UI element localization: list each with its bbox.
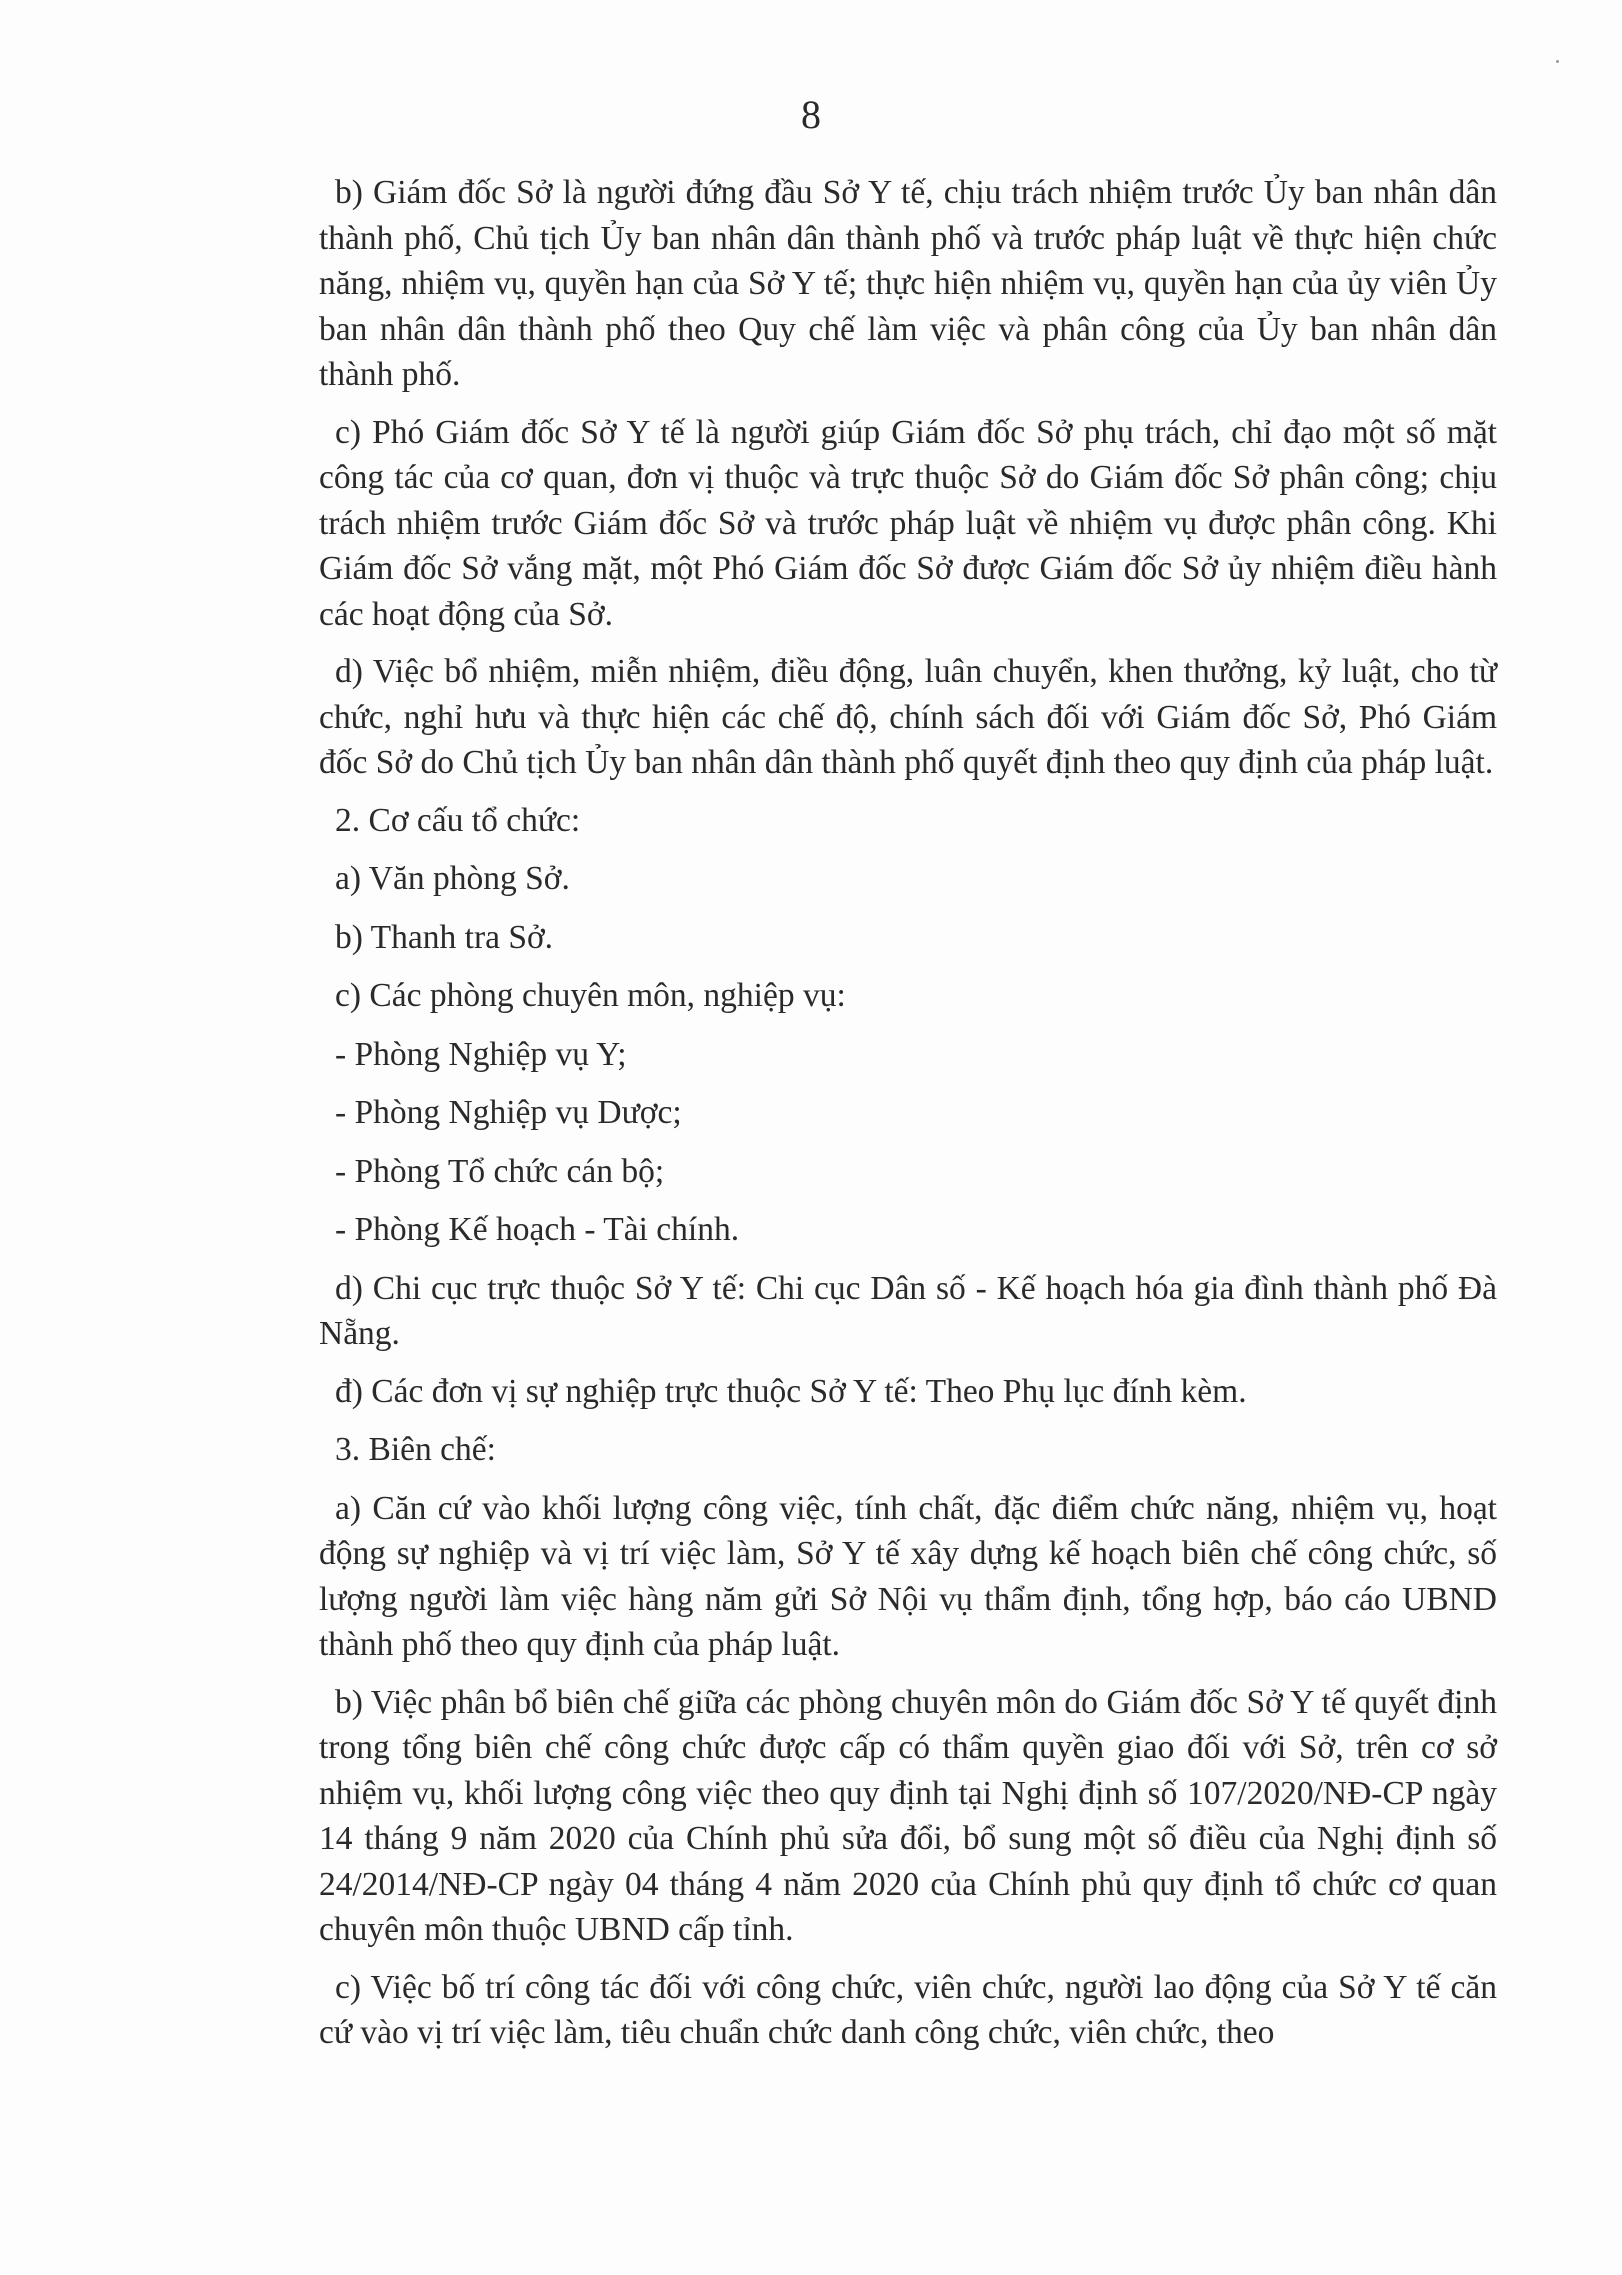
document-body (319, 170, 1497, 2068)
paragraph-staffing-a: a) Căn cứ vào khối lượng công việc, tính chất, đặc điểm chức năng, nhiệm vụ, hoạt động sự nghiệp và vị trí việc làm, Sở Y tế xây dựng kế hoạch biên chế công chức, số lượng người làm việc hàng năm gửi Sở Nội vụ thẩm định, tổng hợp, báo cáo UBND thành phố theo quy định của pháp luật. (319, 1489, 1497, 1663)
paragraph-staffing-b: b) Việc phân bổ biên chế giữa các phòng chuyên môn do Giám đốc Sở Y tế quyết định trong tổng biên chế công chức được cấp có thẩm quyền giao đối với Sở, trên cơ sở nhiệm vụ, khối lượng công việc theo quy định tại Nghị định số 107/2020/NĐ-CP ngày 14 tháng 9 năm 2020 của Chính phủ sửa đổi, bổ sung một số điều của Nghị định số 24/2014/NĐ-CP ngày 04 tháng 4 năm 2020 của Chính phủ quy định tổ chức cơ quan chuyên môn thuộc UBND cấp tỉnh. (319, 1683, 1497, 1948)
structure-item-office: a) Văn phòng Sở. (335, 860, 570, 897)
department-list-item: - Phòng Nghiệp vụ Dược; (335, 1094, 682, 1131)
structure-item-inspectorate: b) Thanh tra Sở. (335, 918, 554, 956)
structure-item-units: đ) Các đơn vị sự nghiệp trực thuộc Sở Y tế: Theo Phụ lục đính kèm. (335, 1372, 1247, 1410)
paragraph-c-deputy: c) Phó Giám đốc Sở Y tế là người giúp Giám đốc Sở phụ trách, chỉ đạo một số mặt công tác của cơ quan, đơn vị thuộc và trực thuộc Sở do Giám đốc Sở phân công; chịu trách nhiệm trước Giám đốc Sở và trước pháp luật về nhiệm vụ được phân công. Khi Giám đốc Sở vắng mặt, một Phó Giám đốc Sở được Giám đốc Sở ủy nhiệm điều hành các hoạt động của Sở. (319, 413, 1497, 633)
department-list-item: - Phòng Nghiệp vụ Y; (335, 1035, 627, 1073)
scan-speck (1556, 60, 1559, 63)
structure-item-departments: c) Các phòng chuyên môn, nghiệp vụ: (335, 977, 846, 1014)
paragraph-staffing-c: c) Việc bố trí công tác đối với công chức, viên chức, người lao động của Sở Y tế căn cứ vào vị trí việc làm, tiêu chuẩn chức danh công chức, viên chức, theo (319, 1968, 1497, 2051)
section-heading-staffing: 3. Biên chế: (335, 1431, 496, 1468)
structure-item-branch: d) Chi cục trực thuộc Sở Y tế: Chi cục Dân số - Kế hoạch hóa gia đình thành phố Đà Nẵng. (319, 1269, 1497, 1352)
paragraph-b-director: b) Giám đốc Sở là người đứng đầu Sở Y tế, chịu trách nhiệm trước Ủy ban nhân dân thành phố, Chủ tịch Ủy ban nhân dân thành phố và trước pháp luật về thực hiện chức năng, nhiệm vụ, quyền hạn của Sở Y tế; thực hiện nhiệm vụ, quyền hạn của ủy viên Ủy ban nhân dân thành phố theo Quy chế làm việc và phân công của Ủy ban nhân dân thành phố. (319, 174, 1497, 393)
department-list-item: - Phòng Kế hoạch - Tài chính. (335, 1211, 740, 1248)
department-list-item: - Phòng Tổ chức cán bộ; (335, 1152, 665, 1190)
paragraph-d-appointment: d) Việc bổ nhiệm, miễn nhiệm, điều động, luân chuyển, khen thưởng, kỷ luật, cho từ chức, nghỉ hưu và thực hiện các chế độ, chính sách đối với Giám đốc Sở, Phó Giám đốc Sở do Chủ tịch Ủy ban nhân dân thành phố quyết định theo quy định của pháp luật. (319, 653, 1497, 781)
page-number: 8 (801, 92, 821, 137)
section-heading-structure: 2. Cơ cấu tổ chức: (335, 801, 581, 839)
